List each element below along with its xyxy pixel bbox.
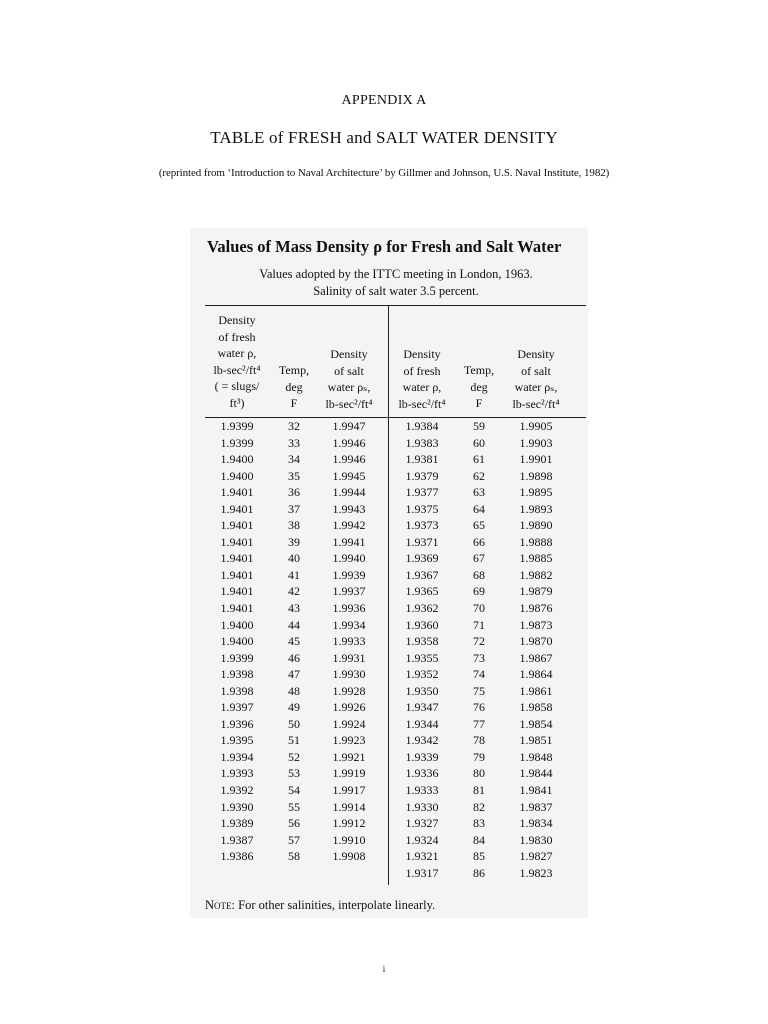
header-temp-1: Temp, deg F [278, 363, 310, 410]
table-cell: 43 [288, 601, 300, 616]
table-cell: 1.9930 [332, 667, 366, 682]
table-row [205, 782, 586, 799]
table-cell: 44 [288, 617, 300, 632]
table-cell: 54 [288, 783, 300, 798]
table-cell: 1.9396 [220, 716, 254, 731]
table-cell: 1.9352 [405, 667, 439, 682]
table-cell: 1.9375 [405, 501, 439, 516]
table-cell: 1.9939 [332, 567, 366, 582]
table-cell: 67 [473, 551, 485, 566]
table-row [205, 418, 586, 435]
table-cell: 57 [288, 832, 300, 847]
table-cell: 73 [473, 650, 485, 665]
table-cell: 83 [473, 816, 485, 831]
table-row [205, 716, 586, 733]
table-row [205, 749, 586, 766]
table-cell: 61 [473, 452, 485, 467]
table-row [205, 650, 586, 667]
table-cell: 63 [473, 485, 485, 500]
table-cell: 47 [288, 667, 300, 682]
table-row [205, 484, 586, 501]
table-row [205, 683, 586, 700]
page-title: TABLE of FRESH and SALT WATER DENSITY [210, 128, 558, 147]
table-cell: 1.9940 [332, 551, 366, 566]
table-cell: 85 [473, 849, 485, 864]
table-cell: 1.9879 [519, 584, 553, 599]
table-cell: 60 [473, 435, 485, 450]
table-cell: 1.9912 [332, 816, 366, 831]
table-cell: 1.9854 [519, 716, 553, 731]
table-row [205, 600, 586, 617]
table-cell: 1.9344 [405, 716, 439, 731]
table-cell: 1.9383 [405, 435, 439, 450]
table-cell: 59 [473, 419, 485, 433]
table-cell: 1.9919 [332, 766, 366, 781]
table-cell: 1.9362 [405, 601, 439, 616]
table-cell: 1.9324 [405, 832, 439, 847]
table-cell: 1.9931 [332, 650, 366, 665]
table-cell: 35 [288, 468, 300, 483]
table-cell: 1.9365 [405, 584, 439, 599]
table-cell: 1.9401 [220, 501, 254, 516]
table-cell: 1.9386 [220, 849, 254, 864]
table-cell: 1.9400 [220, 468, 254, 483]
table-cell: 1.9890 [519, 518, 553, 533]
table-cell: 1.9944 [332, 485, 366, 500]
table-cell: 1.9397 [220, 700, 254, 715]
table-cell: 1.9393 [220, 766, 254, 781]
table-cell: 39 [288, 534, 300, 549]
table-cell: 1.9946 [332, 435, 366, 450]
table-cell: 1.9358 [405, 634, 439, 649]
table-cell: 82 [473, 799, 485, 814]
table-row [205, 567, 586, 584]
table-body [205, 418, 586, 881]
table-cell: 1.9942 [332, 518, 366, 533]
table-cell: 1.9339 [405, 749, 439, 764]
table-cell: 1.9914 [332, 799, 366, 814]
table-cell: 1.9398 [220, 667, 254, 682]
table-cell: 1.9841 [519, 783, 553, 798]
table-cell: 1.9830 [519, 832, 553, 847]
table-cell: 1.9401 [220, 534, 254, 549]
table-cell: 1.9381 [405, 452, 439, 467]
table-note [205, 898, 435, 913]
table-cell: 1.9861 [519, 683, 553, 698]
table-cell: 78 [473, 733, 485, 748]
table-cell: 1.9327 [405, 816, 439, 831]
table-cell: 1.9908 [332, 849, 366, 864]
table-cell: 1.9943 [332, 501, 366, 516]
table-cell: 51 [288, 733, 300, 748]
table-cell: 1.9903 [519, 435, 553, 450]
table-title: Values of Mass Density ρ for Fresh and Salt Water [207, 237, 562, 256]
page-number: i [382, 964, 386, 974]
table-cell: 1.9401 [220, 518, 254, 533]
table-cell: 1.9399 [220, 435, 254, 450]
table-subtitle-line2: Salinity of salt water 3.5 percent. [313, 284, 479, 298]
table-cell: 50 [288, 716, 300, 731]
table-cell: 1.9400 [220, 617, 254, 632]
table-cell: 1.9923 [332, 733, 366, 748]
table-cell: 71 [473, 617, 485, 632]
table-cell: 1.9910 [332, 832, 366, 847]
table-row [205, 732, 586, 749]
table-cell: 1.9401 [220, 584, 254, 599]
table-cell: 79 [473, 749, 485, 764]
table-cell: 46 [288, 650, 300, 665]
table-row [205, 815, 586, 832]
table-row [205, 699, 586, 716]
table-row [205, 583, 586, 600]
table-cell: 40 [288, 551, 300, 566]
table-cell: 45 [288, 634, 300, 649]
table-cell: 1.9360 [405, 617, 439, 632]
reprint-citation: (reprinted from ‘Introduction to Naval Architecture’ by Gillmer and Johnson, U.S. Naval Institute, 1982) [158, 167, 610, 179]
table-cell: 34 [288, 452, 300, 467]
table-cell: 52 [288, 749, 300, 764]
table-cell: 81 [473, 783, 485, 798]
table-cell: 1.9387 [220, 832, 254, 847]
table-cell: 1.9342 [405, 733, 439, 748]
table-cell: 1.9400 [220, 634, 254, 649]
table-cell: 1.9394 [220, 749, 254, 764]
table-cell: 64 [473, 501, 485, 516]
table-row [205, 865, 586, 882]
table-cell: 1.9401 [220, 551, 254, 566]
table-cell: 1.9350 [405, 683, 439, 698]
table-row [205, 617, 586, 634]
table-cell: 1.9876 [519, 601, 553, 616]
table-cell: 1.9399 [220, 419, 254, 433]
table-cell: 1.9917 [332, 783, 366, 798]
table-cell: 32 [288, 419, 300, 433]
table-cell: 1.9377 [405, 485, 439, 500]
table-cell: 1.9864 [519, 667, 553, 682]
table-row [205, 666, 586, 683]
table-cell: 80 [473, 766, 485, 781]
table-cell: 1.9858 [519, 700, 553, 715]
table-cell: 1.9844 [519, 766, 553, 781]
table-cell: 1.9330 [405, 799, 439, 814]
table-row [205, 534, 586, 551]
table-row [205, 501, 586, 518]
table-cell: 1.9945 [332, 468, 366, 483]
table-cell: 1.9401 [220, 601, 254, 616]
table-cell: 1.9934 [332, 617, 366, 632]
table-cell: 1.9870 [519, 634, 553, 649]
table-top-rule [205, 305, 586, 306]
header-fresh-density-2: Density of fresh water ρ, lb-sec²/ft⁴ [398, 347, 446, 411]
table-cell: 1.9398 [220, 683, 254, 698]
table-cell: 1.9392 [220, 783, 254, 798]
table-cell: 1.9933 [332, 634, 366, 649]
note-lead: Note: [205, 898, 235, 912]
table-cell: 1.9373 [405, 518, 439, 533]
table-cell: 69 [473, 584, 485, 599]
table-cell: 1.9321 [405, 849, 439, 864]
table-row [205, 633, 586, 650]
table-subtitle-line1: Values adopted by the ITTC meeting in London, 1963. [259, 267, 533, 281]
table-cell: 1.9867 [519, 650, 553, 665]
table-cell: 1.9389 [220, 816, 254, 831]
table-cell: 1.9924 [332, 716, 366, 731]
table-cell: 1.9905 [519, 419, 553, 433]
table-cell: 49 [288, 700, 300, 715]
table-cell: 37 [288, 501, 300, 516]
table-cell: 1.9355 [405, 650, 439, 665]
table-cell: 62 [473, 468, 485, 483]
table-cell: 1.9851 [519, 733, 553, 748]
table-cell: 75 [473, 683, 485, 698]
table-cell: 58 [288, 849, 300, 864]
table-cell: 1.9371 [405, 534, 439, 549]
table-cell: 1.9823 [519, 865, 553, 880]
table-cell: 68 [473, 567, 485, 582]
table-cell: 1.9928 [332, 683, 366, 698]
table-cell: 1.9333 [405, 783, 439, 798]
table-cell: 1.9395 [220, 733, 254, 748]
table-cell: 1.9921 [332, 749, 366, 764]
table-cell: 1.9384 [405, 419, 439, 433]
appendix-heading: APPENDIX A [341, 93, 427, 108]
table-cell: 1.9941 [332, 534, 366, 549]
table-cell: 1.9947 [332, 419, 366, 433]
header-salt-density-1: Density of salt water ρₛ, lb-sec²/ft⁴ [325, 347, 373, 411]
table-row [205, 517, 586, 534]
table-cell: 1.9888 [519, 534, 553, 549]
table-cell: 53 [288, 766, 300, 781]
table-cell: 1.9834 [519, 816, 553, 831]
table-cell: 66 [473, 534, 485, 549]
header-temp-2: Temp, deg F [463, 363, 495, 410]
table-cell: 1.9936 [332, 601, 366, 616]
table-cell: 1.9369 [405, 551, 439, 566]
table-cell: 1.9827 [519, 849, 553, 864]
table-row [205, 848, 586, 865]
table-row [205, 451, 586, 468]
table-cell: 1.9873 [519, 617, 553, 632]
table-row [205, 799, 586, 816]
table-cell: 76 [473, 700, 485, 715]
note-text: For other salinities, interpolate linearly. [235, 898, 436, 912]
table-row [205, 468, 586, 485]
table-cell: 1.9937 [332, 584, 366, 599]
table-cell: 86 [473, 865, 485, 880]
table-cell: 1.9400 [220, 452, 254, 467]
table-cell: 74 [473, 667, 485, 682]
table-row [205, 550, 586, 567]
table-cell: 42 [288, 584, 300, 599]
table-cell: 1.9367 [405, 567, 439, 582]
table-cell: 1.9893 [519, 501, 553, 516]
table-cell: 70 [473, 601, 485, 616]
table-cell: 1.9882 [519, 567, 553, 582]
table-cell: 1.9895 [519, 485, 553, 500]
table-cell: 84 [473, 832, 485, 847]
header-fresh-density-1: Density of fresh water ρ, lb-sec²/ft⁴ ( = slugs/ ft³) [213, 313, 261, 410]
table-cell: 72 [473, 634, 485, 649]
table-cell: 1.9885 [519, 551, 553, 566]
table-cell: 38 [288, 518, 300, 533]
table-cell: 1.9848 [519, 749, 553, 764]
header-salt-density-2: Density of salt water ρₛ, lb-sec²/ft⁴ [512, 347, 560, 411]
table-cell: 56 [288, 816, 300, 831]
table-cell: 1.9401 [220, 485, 254, 500]
table-cell: 1.9401 [220, 567, 254, 582]
table-cell: 48 [288, 683, 300, 698]
table-cell: 1.9390 [220, 799, 254, 814]
table-cell: 1.9336 [405, 766, 439, 781]
table-cell: 65 [473, 518, 485, 533]
table-cell: 1.9837 [519, 799, 553, 814]
table-cell: 1.9317 [405, 865, 439, 880]
table-cell: 1.9399 [220, 650, 254, 665]
table-cell: 77 [473, 716, 485, 731]
table-cell: 36 [288, 485, 300, 500]
table-cell: 1.9379 [405, 468, 439, 483]
table-row [205, 435, 586, 452]
table-cell: 33 [288, 435, 300, 450]
table-row [205, 765, 586, 782]
table-cell: 1.9898 [519, 468, 553, 483]
table-cell: 1.9901 [519, 452, 553, 467]
table-cell: 1.9347 [405, 700, 439, 715]
table-cell: 55 [288, 799, 300, 814]
table-cell: 1.9946 [332, 452, 366, 467]
table-row [205, 832, 586, 849]
table-cell: 1.9926 [332, 700, 366, 715]
table-cell: 41 [288, 567, 300, 582]
